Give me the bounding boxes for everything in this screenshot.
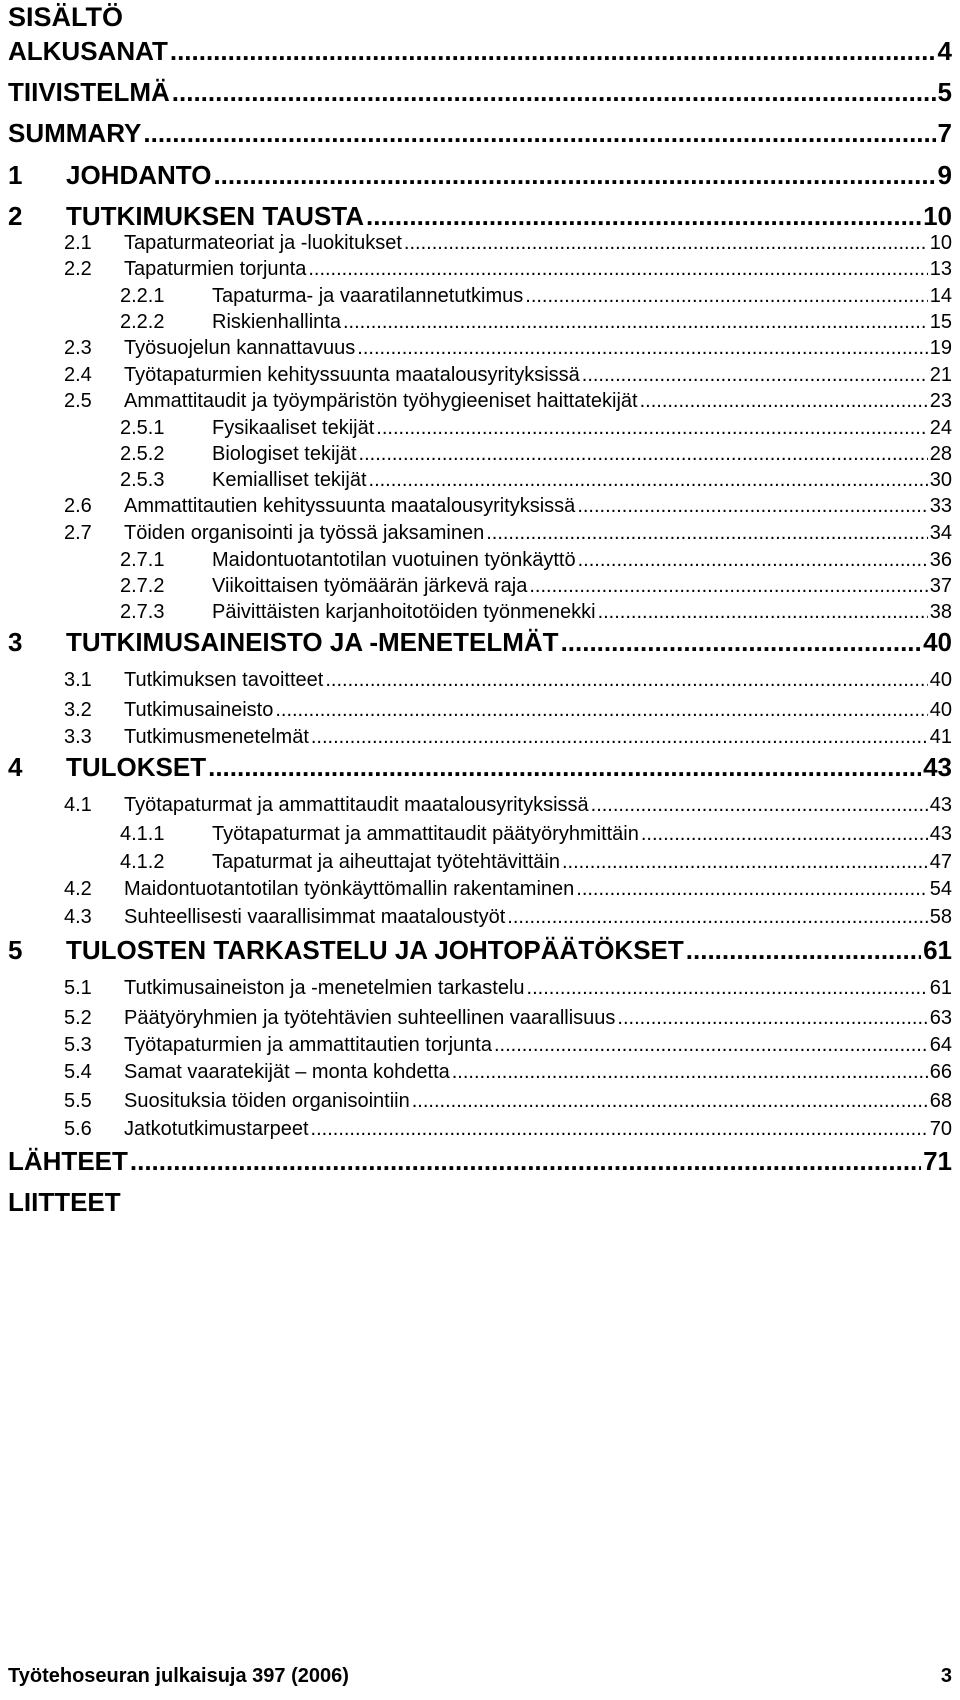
toc-entry-number: 4.3 xyxy=(64,906,92,928)
toc-entry-title: Ammattitautien kehityssuunta maatalousyrityksissä xyxy=(124,495,576,517)
toc-entry-page: 61 xyxy=(923,935,952,965)
toc-entry-page: 30 xyxy=(929,469,952,491)
toc-entry[interactable] xyxy=(120,469,952,492)
toc-entry[interactable] xyxy=(64,522,952,545)
toc-entry[interactable] xyxy=(64,1034,952,1057)
toc-entry[interactable] xyxy=(8,160,952,191)
toc-entry-number: 2.7.1 xyxy=(120,549,165,571)
toc-entry-page: 43 xyxy=(929,794,952,816)
toc-entry-number: 5.6 xyxy=(64,1118,92,1140)
toc-entry-title: Työtapaturmat ja ammattitaudit päätyöryhmittäin xyxy=(212,823,639,845)
toc-entry-page: 37 xyxy=(929,575,952,597)
toc-entry[interactable] xyxy=(64,699,952,722)
toc-entry-title: TIIVISTELMÄ xyxy=(8,77,170,107)
toc-entry-number: 2.4 xyxy=(64,364,92,386)
toc-dot-leader xyxy=(412,1090,928,1113)
toc-entry-title: Riskienhallinta xyxy=(212,311,341,333)
toc-entry-page: 43 xyxy=(923,752,952,782)
toc-entry[interactable] xyxy=(64,1061,952,1084)
toc-entry-page: 24 xyxy=(929,417,952,439)
toc-entry-page: 71 xyxy=(923,1146,952,1176)
toc-entry-number: 3.3 xyxy=(64,726,92,748)
toc-entry-title: Tutkimusaineiston ja -menetelmien tarkastelu xyxy=(124,977,525,999)
toc-entry-number: 3.2 xyxy=(64,699,92,721)
toc-dot-leader xyxy=(311,726,928,749)
toc-entry[interactable] xyxy=(64,258,952,281)
toc-entry-page: 19 xyxy=(929,337,952,359)
toc-entry-page: 23 xyxy=(929,390,952,412)
toc-entry-title: Suhteellisesti vaarallisimmat maataloustyöt xyxy=(124,906,506,928)
toc-dot-leader xyxy=(591,794,928,817)
toc-entry[interactable] xyxy=(8,118,952,149)
toc-entry-title: Työsuojelun kannattavuus xyxy=(124,337,356,359)
toc-entry-title: Viikoittaisen työmäärän järkevä raja xyxy=(212,575,528,597)
toc-entry-title: TULOKSET xyxy=(66,752,207,782)
toc-dot-leader xyxy=(404,232,928,255)
toc-entry-number: 2.7 xyxy=(64,522,92,544)
toc-entry-number: 5.2 xyxy=(64,1007,92,1029)
toc-entry[interactable] xyxy=(64,906,952,929)
footer-publication: Työtehoseuran julkaisuja 397 (2006) xyxy=(8,1665,349,1687)
toc-entry-number: 4.1.2 xyxy=(120,851,165,873)
toc-entry[interactable] xyxy=(8,627,952,658)
toc-entry-page: 40 xyxy=(929,669,952,691)
toc-dot-leader xyxy=(598,601,928,624)
toc-entry-title: Tutkimusmenetelmät xyxy=(124,726,309,748)
toc-entry[interactable] xyxy=(120,549,952,572)
toc-dot-leader xyxy=(452,1061,928,1084)
toc-dot-leader xyxy=(369,469,928,492)
toc-entry-page: 66 xyxy=(929,1061,952,1083)
toc-entry-page: 47 xyxy=(929,851,952,873)
toc-dot-leader xyxy=(640,390,928,413)
toc-entry-page: 9 xyxy=(937,160,952,190)
toc-entry-title: Jatkotutkimustarpeet xyxy=(124,1118,309,1140)
toc-entry-title: Työtapaturmien ja ammattitautien torjunta xyxy=(124,1034,492,1056)
toc-entry[interactable] xyxy=(8,201,952,232)
toc-entry[interactable] xyxy=(64,495,952,518)
toc-entry[interactable] xyxy=(120,851,952,874)
toc-entry-number: 2.5.1 xyxy=(120,417,165,439)
toc-entry-page: 40 xyxy=(929,699,952,721)
toc-entry-page: 28 xyxy=(929,443,952,465)
toc-entry-title: Työtapaturmien kehityssuunta maatalousyrityksissä xyxy=(124,364,580,386)
toc-dot-leader xyxy=(311,1118,928,1141)
toc-dot-leader xyxy=(275,699,927,722)
toc-entry-title: Töiden organisointi ja työssä jaksaminen xyxy=(124,522,485,544)
page-title: SISÄLTÖ xyxy=(8,2,124,32)
page-footer xyxy=(8,1665,952,1688)
toc-entry[interactable] xyxy=(8,36,952,67)
toc-entry-title: Biologiset tekijät xyxy=(212,443,357,465)
toc-entry[interactable] xyxy=(64,1118,952,1141)
toc-entry-page: 5 xyxy=(937,77,952,107)
toc-entry[interactable] xyxy=(64,726,952,749)
toc-entry-title: Fysikaaliset tekijät xyxy=(212,417,375,439)
toc-entry-number: 2.3 xyxy=(64,337,92,359)
toc-entry[interactable] xyxy=(120,601,952,624)
toc-dot-leader xyxy=(143,118,935,149)
toc-dot-leader xyxy=(641,823,928,846)
toc-dot-leader xyxy=(343,311,928,334)
toc-entry-page: 43 xyxy=(929,823,952,845)
toc-entry[interactable] xyxy=(8,77,952,108)
toc-entry-title: Päätyöryhmien ja työtehtävien suhteellinen vaarallisuus xyxy=(124,1007,616,1029)
toc-entry-number: 4.1 xyxy=(64,794,92,816)
toc-entry-title: TUTKIMUKSEN TAUSTA xyxy=(66,201,365,231)
toc-entry-title: Tutkimusaineisto xyxy=(124,699,274,721)
toc-entry[interactable] xyxy=(64,1007,952,1030)
toc-entry-page: 7 xyxy=(937,118,952,148)
toc-dot-leader xyxy=(561,627,922,658)
toc-entry-title: Tapaturmateoriat ja -luokitukset xyxy=(124,232,402,254)
toc-entry-title: Tapaturmien torjunta xyxy=(124,258,307,280)
toc-dot-leader xyxy=(213,160,935,191)
toc-dot-leader xyxy=(208,752,921,783)
toc-entry[interactable] xyxy=(120,285,952,308)
toc-entry-page: 10 xyxy=(929,232,952,254)
toc-entry-number: 2.6 xyxy=(64,495,92,517)
toc-entry-title: Päivittäisten karjanhoitotöiden työnmenekki xyxy=(212,601,596,623)
toc-entry-title: Tapaturma- ja vaaratilannetutkimus xyxy=(212,285,524,307)
toc-entry-title: TULOSTEN TARKASTELU JA JOHTOPÄÄTÖKSET xyxy=(66,935,684,965)
toc-entry[interactable] xyxy=(64,390,952,413)
toc-entry-page: 58 xyxy=(929,906,952,928)
toc-entry-number: 3 xyxy=(8,627,23,657)
toc-entry[interactable] xyxy=(64,669,952,692)
toc-entry-page: 68 xyxy=(929,1090,952,1112)
toc-entry-title: SUMMARY xyxy=(8,118,142,148)
toc-entry-title: Tapaturmat ja aiheuttajat työtehtävittäin xyxy=(212,851,560,873)
toc-entry-page: 15 xyxy=(929,311,952,333)
toc-entry[interactable] xyxy=(8,1146,952,1177)
toc-entry-title: Tutkimuksen tavoitteet xyxy=(124,669,324,691)
toc-dot-leader xyxy=(507,906,927,929)
toc-dot-leader xyxy=(170,36,936,67)
toc-entry-page: 61 xyxy=(929,977,952,999)
toc-entry[interactable] xyxy=(120,311,952,334)
toc-entry-page: 38 xyxy=(929,601,952,623)
toc-entry-number: 5.5 xyxy=(64,1090,92,1112)
toc-entry-title: Samat vaaratekijät – monta kohdetta xyxy=(124,1061,450,1083)
toc-dot-leader xyxy=(359,443,928,466)
toc-entry-number: 5 xyxy=(8,935,23,965)
toc-entry-title: LÄHTEET xyxy=(8,1146,128,1176)
toc-entry-number: 2.2.2 xyxy=(120,311,165,333)
toc-dot-leader xyxy=(529,575,927,598)
toc-entry-page: 13 xyxy=(929,258,952,280)
toc-entry-page: 34 xyxy=(929,522,952,544)
toc-entry-page: 40 xyxy=(923,627,952,657)
toc-dot-leader xyxy=(366,201,921,232)
toc-entry-number: 2.2.1 xyxy=(120,285,165,307)
toc-entry-number: 4 xyxy=(8,752,23,782)
toc-entry-number: 1 xyxy=(8,160,23,190)
toc-dot-leader xyxy=(578,549,928,572)
toc-entry-page: 36 xyxy=(929,549,952,571)
toc-dot-leader xyxy=(617,1007,927,1030)
toc-entry-title: Maidontuotantotilan vuotuinen työnkäyttö xyxy=(212,549,576,571)
toc-entry-number: 2.7.2 xyxy=(120,575,165,597)
toc-dot-leader xyxy=(308,258,927,281)
toc-entry-page: 4 xyxy=(937,36,952,66)
toc-entry-title: Työtapaturmat ja ammattitaudit maatalousyrityksissä xyxy=(124,794,589,816)
toc-entry[interactable] xyxy=(64,977,952,1000)
toc-entry-number: 2.7.3 xyxy=(120,601,165,623)
toc-entry[interactable] xyxy=(120,823,952,846)
toc-entry-page: 70 xyxy=(929,1118,952,1140)
toc-entry-number: 2 xyxy=(8,201,23,231)
toc-entry-number: 4.1.1 xyxy=(120,823,165,845)
toc-dot-leader xyxy=(376,417,927,440)
toc-entry[interactable] xyxy=(64,232,952,255)
toc-entry[interactable] xyxy=(8,752,952,783)
toc-entry-page: 10 xyxy=(923,201,952,231)
toc-dot-leader xyxy=(172,77,936,108)
toc-entry-number: 2.5.2 xyxy=(120,443,165,465)
toc-entry[interactable] xyxy=(120,443,952,466)
toc-entry[interactable] xyxy=(8,935,952,966)
toc-dot-leader xyxy=(577,495,927,518)
toc-entry-title: TUTKIMUSAINEISTO JA -MENETELMÄT xyxy=(66,627,559,657)
toc-entry[interactable] xyxy=(64,794,952,817)
toc-entry-page: 64 xyxy=(929,1034,952,1056)
toc-entry[interactable] xyxy=(120,575,952,598)
toc-dot-leader xyxy=(582,364,928,387)
toc-entry-number: 2.5.3 xyxy=(120,469,165,491)
toc-entry-title: ALKUSANAT xyxy=(8,36,168,66)
toc-entry-number: 2.2 xyxy=(64,258,92,280)
toc-dot-leader xyxy=(357,337,927,360)
toc-entry-title: Ammattitaudit ja työympäristön työhygieeniset haittatekijät xyxy=(124,390,638,412)
toc-entry-number: 3.1 xyxy=(64,669,92,691)
toc-dot-leader xyxy=(527,977,928,1000)
toc-entry-page: 33 xyxy=(929,495,952,517)
toc-entry-page: 41 xyxy=(929,726,952,748)
toc-dot-leader xyxy=(525,285,927,308)
footer-page-number: 3 xyxy=(940,1665,952,1687)
toc-entry-title: Suosituksia töiden organisointiin xyxy=(124,1090,410,1112)
toc-entry-number: 5.3 xyxy=(64,1034,92,1056)
toc-entry[interactable] xyxy=(64,364,952,387)
toc-entry-page: 21 xyxy=(929,364,952,386)
toc-entry-number: 2.5 xyxy=(64,390,92,412)
toc-entry-number: 2.1 xyxy=(64,232,92,254)
toc-entry-number: 4.2 xyxy=(64,878,92,900)
toc-entry[interactable] xyxy=(64,337,952,360)
toc-dot-leader xyxy=(562,851,928,874)
toc-dot-leader xyxy=(494,1034,928,1057)
toc-entry[interactable] xyxy=(64,1090,952,1113)
toc-entry-title: JOHDANTO xyxy=(66,160,212,190)
toc-entry-page: 54 xyxy=(929,878,952,900)
toc-entry[interactable] xyxy=(8,1187,952,1218)
toc-entry-page: 14 xyxy=(929,285,952,307)
toc-dot-leader xyxy=(325,669,927,692)
toc-entry-title: Maidontuotantotilan työnkäyttömallin rakentaminen xyxy=(124,878,575,900)
toc-dot-leader xyxy=(686,935,921,966)
toc-entry[interactable] xyxy=(120,417,952,440)
toc-entry-page: 63 xyxy=(929,1007,952,1029)
toc-entry-title: LIITTEET xyxy=(8,1187,121,1217)
toc-entry-title: Kemialliset tekijät xyxy=(212,469,367,491)
toc-dot-leader xyxy=(130,1146,921,1177)
toc-dot-leader xyxy=(486,522,928,545)
toc-dot-leader xyxy=(576,878,927,901)
toc-entry-number: 5.4 xyxy=(64,1061,92,1083)
toc-entry[interactable] xyxy=(64,878,952,901)
toc-entry-number: 5.1 xyxy=(64,977,92,999)
